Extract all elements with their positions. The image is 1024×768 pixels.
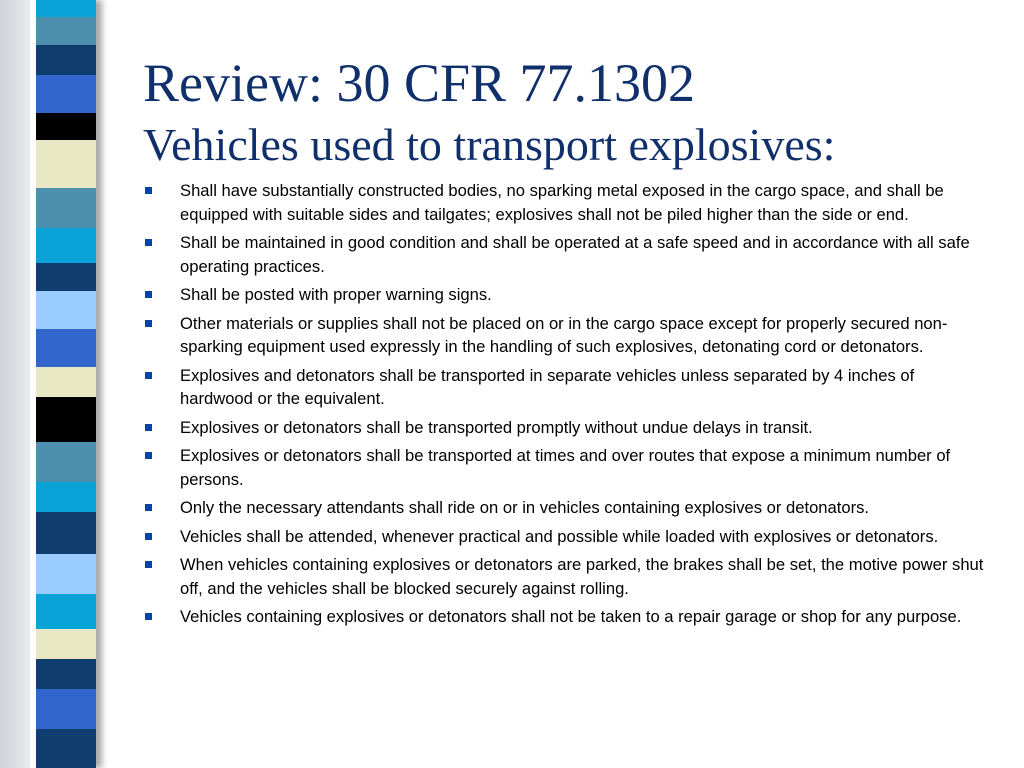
bullet-text: Explosives or detonators shall be transported promptly without undue delays in transit. — [180, 417, 813, 437]
bullet-item — [145, 312, 990, 359]
stripe-segment — [36, 442, 96, 482]
bullet-item — [145, 283, 990, 307]
bullet-text: Explosives and detonators shall be transported in separate vehicles unless separated by 4 inches of hardwood or the equivalent. — [180, 365, 915, 408]
bullet-item — [145, 553, 990, 600]
square-bullet-icon — [145, 452, 152, 459]
stripe-segment — [36, 367, 96, 397]
stripe-segment — [36, 329, 96, 367]
bullet-list — [145, 179, 990, 634]
stripe-segment — [36, 188, 96, 228]
stripe-segment — [36, 291, 96, 329]
bullet-item — [145, 525, 990, 549]
bullet-text: Shall be posted with proper warning signs. — [180, 285, 492, 304]
stripe-segment — [36, 729, 96, 768]
square-bullet-icon — [145, 291, 152, 298]
bullet-text: Explosives or detonators shall be transported at times and over routes that expose a minimum number of persons. — [180, 446, 951, 489]
stripe-segment — [36, 397, 96, 442]
bullet-item — [145, 179, 990, 226]
square-bullet-icon — [145, 561, 152, 568]
slide-title — [143, 53, 836, 170]
stripe-segment — [36, 554, 96, 594]
bullet-item — [145, 364, 990, 411]
subtitle-text: Vehicles used to transport explosives: — [143, 119, 836, 170]
square-bullet-icon — [145, 187, 152, 194]
stripe-segment — [36, 140, 96, 188]
bullet-item — [145, 416, 990, 440]
bullet-text: Only the necessary attendants shall ride on or in vehicles containing explosives or detonators. — [180, 498, 870, 517]
stripe-segment — [36, 263, 96, 291]
stripe-segment — [36, 594, 96, 629]
left-gradient-band — [0, 0, 30, 768]
square-bullet-icon — [145, 320, 152, 327]
stripe-segment — [36, 75, 96, 113]
stripe-segment — [36, 482, 96, 512]
bullet-text: Vehicles shall be attended, whenever practical and possible while loaded with explosives or detonators. — [180, 526, 939, 546]
stripe-segment — [36, 17, 96, 45]
stripe-segment — [36, 689, 96, 729]
bullet-item — [145, 444, 990, 491]
bullet-text: Vehicles containing explosives or detonators shall not be taken to a repair garage or shop for any purpose. — [180, 607, 962, 626]
square-bullet-icon — [145, 239, 152, 246]
stripe-segment — [36, 629, 96, 659]
bullet-text: Other materials or supplies shall not be placed on or in the cargo space except for properly secured non-sparking equipment used expressly in the handling of such explosives, detonating cord or detonators. — [180, 313, 948, 356]
stripe-segment — [36, 659, 96, 689]
bullet-text: Shall be maintained in good condition and shall be operated at a safe speed and in accordance with all safe operating practices. — [180, 233, 970, 276]
stripe-segment — [36, 0, 96, 17]
stripe-segment — [36, 45, 96, 75]
bullet-text: When vehicles containing explosives or detonators are parked, the brakes shall be set, the motive power shut off, and the vehicles shall be blocked securely against rolling. — [180, 555, 984, 598]
square-bullet-icon — [145, 613, 152, 620]
square-bullet-icon — [145, 533, 152, 540]
square-bullet-icon — [145, 372, 152, 379]
stripe-segment — [36, 113, 96, 140]
bullet-text: Shall have substantially constructed bodies, no sparking metal exposed in the cargo space, and shall be equipped with suitable sides and tailgates; explosives shall not be piled higher than the side or end. — [180, 181, 944, 224]
bullet-item — [145, 231, 990, 278]
title-text: Review: 30 CFR 77.1302 — [143, 53, 696, 113]
stripe-segment — [36, 512, 96, 554]
bullet-item — [145, 605, 990, 629]
bullet-item — [145, 496, 990, 520]
stripe-segment — [36, 228, 96, 263]
square-bullet-icon — [145, 504, 152, 511]
decorative-stripe — [36, 0, 96, 768]
square-bullet-icon — [145, 424, 152, 431]
